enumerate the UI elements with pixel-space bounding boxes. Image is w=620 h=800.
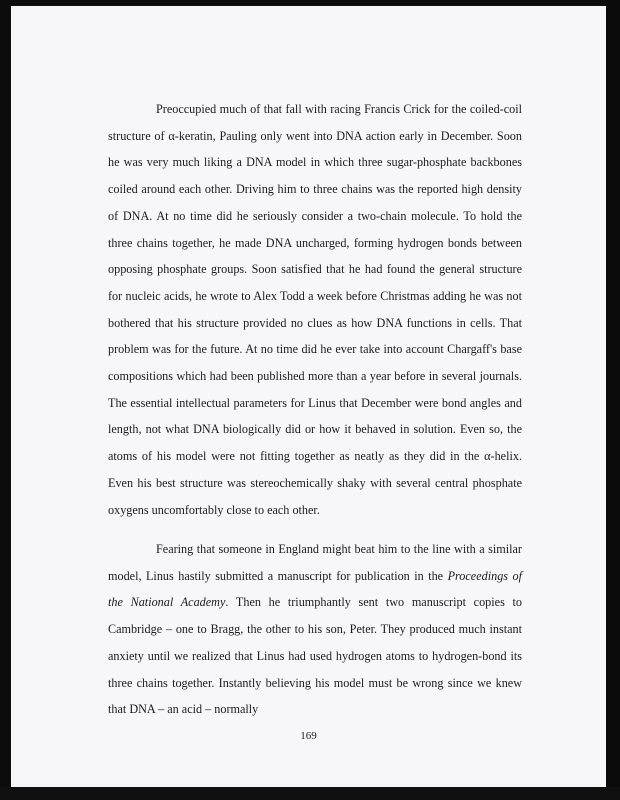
paragraph-2-text-start: Fearing that someone in England might beat him to the line with a similar model, Linus hastily submitted a manuscript for publication in the	[108, 542, 522, 583]
scan-border-bottom	[0, 787, 620, 800]
paragraph-1: Preoccupied much of that fall with racing Francis Crick for the coiled-coil structure of α-keratin, Pauling only went into DNA action early in December. Soon he was very much liking a DNA model in which three sugar-phosphate backbones coiled around each other. Driving him to three chains was the reported high density of DNA. At no time did he seriously consider a two-chain molecule. To hold the three chains together, he made DNA uncharged, forming hydrogen bonds between opposing phosphate groups. Soon satisfied that he had found the general structure for nucleic acids, he wrote to Alex Todd a week before Christmas adding he was not bothered that his structure provided no clues as how DNA functions in cells. That problem was for the future. At no time did he ever take into account Chargaff's base compositions which had been published more than a year before in several journals. The essential intellectual parameters for Linus that December were bond angles and length, not what DNA biologically did or how it behaved in solution. Even so, the atoms of his model were not fitting together as neatly as they did in the α-helix. Even his best structure was stereochemically shaky with several central phosphate oxygens uncomfortably close to each other.	[108, 102, 522, 517]
document-page	[11, 6, 606, 787]
journal-title: Proceedings of the National Academy	[108, 568, 522, 610]
scan-border-right	[606, 0, 620, 800]
page-number: 169	[300, 730, 317, 742]
paragraph-2-text-end: . Then he triumphantly sent two manuscript copies to Cambridge – one to Bragg, the other to his son, Peter. They produced much instant anxiety until we realized that Linus had used hydrogen atoms to hydrogen-bond its three chains together. Instantly believing his model must be wrong since we knew that DNA – an acid – normally	[108, 595, 522, 717]
paragraph-2	[108, 536, 522, 723]
